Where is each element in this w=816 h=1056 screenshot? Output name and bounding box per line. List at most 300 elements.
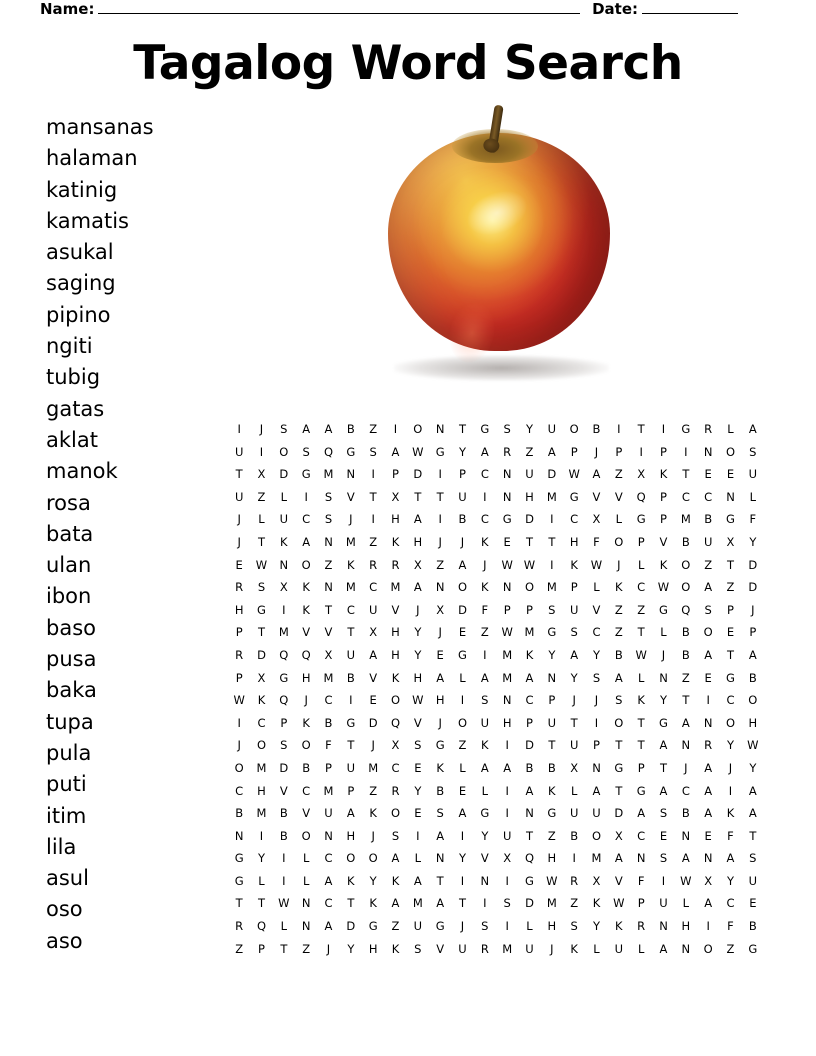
grid-cell[interactable]: I — [237, 422, 241, 436]
grid-cell[interactable]: J — [661, 647, 666, 662]
grid-cell[interactable]: Y — [369, 873, 377, 888]
grid-cell[interactable]: Q — [256, 919, 267, 934]
grid-cell[interactable]: H — [435, 693, 445, 708]
grid-cell[interactable]: W — [590, 557, 603, 572]
grid-cell[interactable]: W — [613, 896, 625, 911]
grid-cell[interactable]: A — [570, 647, 579, 662]
grid-cell[interactable]: M — [502, 670, 513, 685]
grid-cell[interactable]: V — [614, 489, 623, 504]
grid-cell[interactable]: S — [324, 489, 333, 504]
grid-cell[interactable]: A — [614, 851, 623, 866]
grid-cell[interactable]: I — [505, 783, 509, 798]
grid-cell[interactable]: E — [704, 670, 712, 685]
grid-cell[interactable]: C — [324, 896, 333, 911]
grid-cell[interactable]: P — [570, 580, 578, 595]
grid-cell[interactable]: L — [749, 489, 757, 504]
grid-cell[interactable]: P — [526, 715, 533, 730]
grid-cell[interactable]: P — [392, 467, 399, 482]
grid-cell[interactable]: H — [391, 625, 400, 640]
grid-cell[interactable]: V — [592, 489, 601, 504]
grid-cell[interactable]: Y — [414, 647, 422, 662]
grid-cell[interactable]: Q — [323, 444, 334, 459]
grid-cell[interactable]: D — [614, 806, 624, 821]
grid-cell[interactable]: Z — [570, 896, 579, 911]
grid-cell[interactable]: C — [324, 693, 333, 708]
grid-cell[interactable]: E — [726, 625, 735, 640]
grid-cell[interactable]: N — [547, 670, 557, 685]
grid-cell[interactable]: J — [684, 760, 688, 775]
grid-cell[interactable]: A — [525, 783, 534, 798]
grid-cell[interactable]: J — [572, 693, 576, 708]
grid-cell[interactable]: K — [302, 715, 310, 730]
grid-cell[interactable]: B — [704, 512, 713, 527]
grid-cell[interactable]: R — [704, 738, 713, 753]
grid-cell[interactable]: W — [501, 625, 513, 640]
grid-cell[interactable]: K — [369, 806, 377, 821]
grid-cell[interactable]: G — [435, 444, 445, 459]
grid-cell[interactable]: U — [346, 647, 356, 662]
grid-cell[interactable]: T — [637, 738, 645, 753]
grid-cell[interactable]: W — [501, 557, 513, 572]
grid-cell[interactable]: U — [547, 422, 557, 436]
grid-cell[interactable]: P — [548, 693, 556, 708]
grid-cell[interactable]: N — [502, 580, 512, 595]
grid-cell[interactable]: I — [282, 602, 286, 617]
grid-cell[interactable]: G — [480, 422, 490, 436]
word-search-grid[interactable] — [228, 418, 764, 960]
grid-cell[interactable]: O — [390, 693, 401, 708]
grid-cell[interactable]: L — [682, 896, 690, 911]
grid-cell[interactable]: U — [502, 828, 512, 843]
grid-cell[interactable]: J — [438, 534, 442, 549]
grid-cell[interactable]: A — [659, 783, 668, 798]
grid-cell[interactable]: H — [234, 602, 244, 617]
grid-cell[interactable]: J — [371, 828, 375, 843]
grid-cell[interactable]: C — [480, 512, 489, 527]
grid-cell[interactable]: A — [614, 670, 623, 685]
grid-cell[interactable]: V — [369, 670, 378, 685]
grid-cell[interactable]: G — [659, 602, 668, 617]
grid-cell[interactable]: N — [324, 580, 333, 595]
grid-cell[interactable]: D — [525, 738, 534, 753]
grid-cell[interactable]: N — [681, 738, 691, 753]
grid-cell[interactable]: Z — [369, 534, 378, 549]
grid-cell[interactable]: F — [481, 602, 489, 617]
grid-cell[interactable]: H — [301, 670, 311, 685]
grid-cell[interactable]: A — [503, 760, 512, 775]
grid-cell[interactable]: R — [570, 873, 579, 888]
grid-cell[interactable]: C — [257, 715, 266, 730]
grid-cell[interactable]: W — [233, 693, 245, 708]
grid-cell[interactable]: B — [570, 828, 579, 843]
grid-cell[interactable]: T — [682, 693, 690, 708]
grid-cell[interactable]: G — [435, 738, 445, 753]
grid-cell[interactable]: V — [279, 783, 288, 798]
grid-cell[interactable]: V — [302, 806, 311, 821]
grid-cell[interactable]: A — [480, 444, 489, 459]
grid-cell[interactable]: Y — [749, 534, 757, 549]
grid-cell[interactable]: U — [368, 602, 378, 617]
grid-cell[interactable]: E — [659, 828, 668, 843]
grid-cell[interactable]: U — [748, 467, 758, 482]
grid-cell[interactable]: D — [368, 715, 378, 730]
grid-cell[interactable]: L — [302, 873, 310, 888]
grid-cell[interactable]: O — [524, 580, 535, 595]
grid-cell[interactable]: B — [681, 625, 690, 640]
grid-cell[interactable]: I — [393, 422, 398, 436]
grid-cell[interactable]: B — [748, 670, 757, 685]
grid-cell[interactable]: M — [390, 580, 401, 595]
grid-cell[interactable]: U — [659, 896, 668, 911]
grid-cell[interactable]: Y — [458, 851, 466, 866]
grid-cell[interactable]: B — [279, 806, 288, 821]
grid-cell[interactable]: E — [749, 896, 757, 911]
grid-cell[interactable]: J — [237, 534, 241, 549]
grid-cell[interactable]: U — [592, 806, 601, 821]
grid-cell[interactable]: B — [525, 760, 534, 775]
grid-cell[interactable]: M — [546, 580, 557, 595]
grid-cell[interactable]: A — [302, 422, 311, 436]
grid-cell[interactable]: A — [592, 467, 601, 482]
grid-cell[interactable]: P — [615, 444, 623, 459]
grid-cell[interactable]: X — [413, 557, 422, 572]
grid-cell[interactable]: A — [302, 534, 311, 549]
grid-cell[interactable]: S — [391, 828, 400, 843]
grid-cell[interactable]: G — [234, 873, 244, 888]
grid-cell[interactable]: I — [505, 738, 509, 753]
grid-cell[interactable]: K — [391, 873, 400, 888]
grid-cell[interactable]: E — [458, 625, 467, 640]
grid-cell[interactable]: X — [503, 851, 512, 866]
grid-cell[interactable]: T — [436, 873, 444, 888]
grid-cell[interactable]: K — [391, 534, 400, 549]
grid-cell[interactable]: M — [256, 806, 267, 821]
grid-cell[interactable]: M — [345, 580, 356, 595]
grid-cell[interactable]: L — [637, 670, 645, 685]
grid-cell[interactable]: B — [346, 422, 355, 436]
grid-cell[interactable]: V — [391, 602, 400, 617]
grid-cell[interactable]: U — [346, 760, 356, 775]
grid-cell[interactable]: R — [503, 444, 512, 459]
grid-cell[interactable]: U — [569, 806, 579, 821]
grid-cell[interactable]: C — [302, 783, 311, 798]
grid-cell[interactable]: T — [235, 467, 243, 482]
grid-cell[interactable]: K — [637, 693, 645, 708]
grid-cell[interactable]: N — [301, 896, 311, 911]
grid-cell[interactable]: I — [438, 467, 442, 482]
grid-cell[interactable]: D — [413, 467, 423, 482]
grid-cell[interactable]: G — [346, 715, 356, 730]
grid-cell[interactable]: O — [301, 828, 311, 843]
grid-cell[interactable]: P — [526, 602, 533, 617]
grid-cell[interactable]: R — [235, 580, 244, 595]
grid-cell[interactable]: U — [234, 489, 244, 504]
grid-cell[interactable]: H — [748, 715, 758, 730]
grid-cell[interactable]: A — [391, 896, 400, 911]
grid-cell[interactable]: D — [257, 647, 266, 662]
grid-cell[interactable]: W — [546, 873, 558, 888]
grid-cell[interactable]: M — [546, 896, 557, 911]
grid-cell[interactable]: Q — [636, 489, 646, 504]
grid-cell[interactable]: K — [257, 693, 266, 708]
grid-cell[interactable]: S — [436, 806, 444, 821]
grid-cell[interactable]: J — [550, 941, 554, 956]
grid-cell[interactable]: K — [481, 738, 489, 753]
grid-cell[interactable]: X — [592, 873, 601, 888]
grid-cell[interactable]: I — [259, 828, 264, 843]
grid-cell[interactable]: S — [481, 693, 489, 708]
grid-cell[interactable]: N — [681, 828, 691, 843]
grid-cell[interactable]: Z — [369, 422, 378, 436]
grid-cell[interactable]: P — [459, 467, 466, 482]
grid-cell[interactable]: B — [681, 647, 690, 662]
grid-cell[interactable]: K — [615, 919, 623, 934]
grid-cell[interactable]: G — [636, 783, 646, 798]
grid-cell[interactable]: O — [390, 806, 401, 821]
grid-cell[interactable]: D — [748, 557, 758, 572]
grid-cell[interactable]: A — [704, 760, 713, 775]
grid-cell[interactable]: L — [414, 851, 422, 866]
grid-cell[interactable]: K — [659, 467, 668, 482]
grid-cell[interactable]: Y — [347, 941, 355, 956]
grid-cell[interactable]: O — [703, 625, 713, 640]
grid-cell[interactable]: I — [706, 919, 710, 934]
grid-cell[interactable]: N — [480, 873, 490, 888]
grid-cell[interactable]: I — [460, 828, 465, 843]
grid-cell[interactable]: X — [257, 670, 266, 685]
grid-cell[interactable]: U — [413, 919, 423, 934]
grid-cell[interactable]: F — [637, 873, 645, 888]
grid-cell[interactable]: J — [326, 941, 331, 956]
grid-cell[interactable]: M — [502, 647, 513, 662]
grid-cell[interactable]: Z — [391, 919, 400, 934]
grid-cell[interactable]: N — [324, 534, 333, 549]
grid-cell[interactable]: O — [368, 851, 378, 866]
grid-cell[interactable]: A — [637, 806, 646, 821]
grid-cell[interactable]: H — [368, 941, 378, 956]
grid-cell[interactable]: U — [525, 941, 534, 956]
grid-cell[interactable]: A — [324, 919, 333, 934]
grid-cell[interactable]: Z — [614, 467, 623, 482]
grid-cell[interactable]: C — [525, 693, 534, 708]
grid-cell[interactable]: H — [525, 489, 534, 504]
grid-cell[interactable]: U — [458, 941, 467, 956]
grid-cell[interactable]: L — [280, 489, 288, 504]
grid-cell[interactable]: N — [502, 467, 512, 482]
grid-cell[interactable]: H — [413, 534, 423, 549]
grid-cell[interactable]: B — [592, 422, 601, 436]
grid-cell[interactable]: Y — [414, 783, 422, 798]
grid-cell[interactable]: I — [550, 557, 554, 572]
grid-cell[interactable]: T — [659, 760, 667, 775]
grid-cell[interactable]: T — [257, 625, 265, 640]
grid-cell[interactable]: L — [637, 941, 645, 956]
grid-cell[interactable]: O — [591, 828, 602, 843]
grid-cell[interactable]: A — [704, 806, 713, 821]
grid-cell[interactable]: A — [391, 851, 400, 866]
grid-cell[interactable]: V — [592, 602, 601, 617]
grid-cell[interactable]: A — [726, 851, 735, 866]
grid-cell[interactable]: A — [704, 580, 713, 595]
grid-cell[interactable]: H — [413, 670, 423, 685]
grid-cell[interactable]: J — [438, 625, 442, 640]
grid-cell[interactable]: T — [257, 896, 265, 911]
grid-cell[interactable]: I — [349, 693, 353, 708]
grid-cell[interactable]: N — [636, 851, 646, 866]
grid-cell[interactable]: N — [346, 467, 356, 482]
grid-cell[interactable]: L — [526, 919, 533, 934]
grid-cell[interactable]: O — [725, 444, 736, 459]
grid-cell[interactable]: I — [661, 422, 666, 436]
grid-cell[interactable]: T — [726, 557, 734, 572]
grid-cell[interactable]: R — [235, 647, 244, 662]
grid-cell[interactable]: N — [703, 444, 713, 459]
grid-cell[interactable]: X — [637, 467, 646, 482]
grid-cell[interactable]: C — [480, 467, 489, 482]
grid-cell[interactable]: T — [458, 422, 466, 436]
grid-cell[interactable]: K — [347, 557, 355, 572]
grid-cell[interactable]: Y — [548, 647, 556, 662]
grid-cell[interactable]: C — [681, 783, 690, 798]
grid-cell[interactable]: G — [748, 941, 758, 956]
grid-cell[interactable]: S — [503, 422, 511, 436]
grid-cell[interactable]: Q — [681, 602, 691, 617]
grid-cell[interactable]: S — [659, 851, 668, 866]
grid-cell[interactable]: X — [614, 828, 623, 843]
grid-cell[interactable]: I — [505, 873, 509, 888]
grid-cell[interactable]: A — [413, 873, 422, 888]
grid-cell[interactable]: C — [346, 602, 355, 617]
grid-cell[interactable]: B — [681, 534, 690, 549]
grid-cell[interactable]: A — [748, 806, 757, 821]
grid-cell[interactable]: A — [391, 444, 400, 459]
grid-cell[interactable]: O — [457, 580, 468, 595]
grid-cell[interactable]: A — [547, 444, 556, 459]
grid-cell[interactable]: I — [639, 444, 643, 459]
grid-cell[interactable]: U — [569, 602, 579, 617]
grid-cell[interactable]: Z — [302, 941, 311, 956]
grid-cell[interactable]: S — [280, 738, 288, 753]
grid-cell[interactable]: Q — [390, 715, 401, 730]
grid-cell[interactable]: C — [391, 760, 400, 775]
grid-cell[interactable]: U — [547, 715, 557, 730]
grid-cell[interactable]: F — [593, 534, 600, 549]
grid-cell[interactable]: A — [324, 873, 333, 888]
grid-cell[interactable]: G — [726, 670, 735, 685]
grid-cell[interactable]: U — [458, 489, 467, 504]
grid-cell[interactable]: A — [436, 896, 445, 911]
grid-cell[interactable]: Y — [481, 828, 489, 843]
grid-cell[interactable]: P — [727, 602, 734, 617]
grid-cell[interactable]: W — [412, 444, 424, 459]
grid-cell[interactable]: P — [280, 715, 288, 730]
grid-cell[interactable]: V — [324, 625, 333, 640]
grid-cell[interactable]: A — [659, 941, 668, 956]
grid-cell[interactable]: U — [703, 534, 713, 549]
grid-cell[interactable]: Z — [614, 625, 623, 640]
grid-cell[interactable]: L — [459, 760, 466, 775]
grid-cell[interactable]: K — [548, 783, 556, 798]
grid-cell[interactable]: K — [570, 941, 578, 956]
grid-cell[interactable]: G — [547, 806, 557, 821]
grid-cell[interactable]: W — [680, 873, 692, 888]
grid-cell[interactable]: Y — [659, 693, 667, 708]
grid-cell[interactable]: A — [704, 783, 713, 798]
grid-cell[interactable]: I — [594, 715, 599, 730]
grid-cell[interactable]: L — [459, 670, 466, 685]
grid-cell[interactable]: B — [346, 670, 355, 685]
grid-cell[interactable]: Y — [458, 444, 466, 459]
grid-cell[interactable]: L — [280, 919, 288, 934]
grid-cell[interactable]: X — [436, 602, 445, 617]
grid-cell[interactable]: T — [615, 738, 623, 753]
grid-cell[interactable]: P — [660, 489, 667, 504]
grid-cell[interactable]: U — [569, 738, 579, 753]
grid-cell[interactable]: M — [323, 670, 334, 685]
grid-cell[interactable]: H — [502, 715, 512, 730]
grid-cell[interactable]: G — [726, 512, 735, 527]
grid-cell[interactable]: C — [369, 580, 378, 595]
grid-cell[interactable]: N — [502, 489, 512, 504]
grid-cell[interactable]: O — [457, 715, 468, 730]
grid-cell[interactable]: R — [637, 919, 646, 934]
grid-cell[interactable]: G — [346, 444, 356, 459]
grid-cell[interactable]: C — [726, 896, 735, 911]
grid-cell[interactable]: E — [503, 534, 511, 549]
grid-cell[interactable]: K — [726, 806, 735, 821]
grid-cell[interactable]: Y — [749, 760, 757, 775]
grid-cell[interactable]: R — [704, 422, 713, 436]
grid-cell[interactable]: Z — [637, 602, 646, 617]
grid-cell[interactable]: D — [748, 580, 758, 595]
grid-cell[interactable]: I — [438, 512, 442, 527]
grid-cell[interactable]: Z — [547, 828, 556, 843]
grid-cell[interactable]: I — [728, 783, 733, 798]
grid-cell[interactable]: N — [525, 806, 534, 821]
grid-cell[interactable]: J — [483, 557, 487, 572]
grid-cell[interactable]: T — [369, 489, 377, 504]
grid-cell[interactable]: P — [235, 625, 243, 640]
grid-cell[interactable]: T — [637, 422, 645, 436]
grid-cell[interactable]: U — [279, 512, 289, 527]
grid-cell[interactable]: S — [570, 919, 578, 934]
grid-cell[interactable]: S — [615, 693, 623, 708]
grid-cell[interactable]: A — [704, 647, 713, 662]
grid-cell[interactable]: Y — [414, 625, 422, 640]
grid-cell[interactable]: S — [659, 806, 668, 821]
grid-cell[interactable]: M — [323, 467, 334, 482]
grid-cell[interactable]: J — [349, 512, 353, 527]
grid-cell[interactable]: T — [324, 602, 332, 617]
grid-cell[interactable]: S — [592, 670, 601, 685]
grid-cell[interactable]: W — [635, 647, 647, 662]
grid-cell[interactable]: P — [570, 444, 578, 459]
grid-cell[interactable]: Q — [279, 647, 289, 662]
grid-cell[interactable]: N — [681, 941, 691, 956]
grid-cell[interactable]: L — [727, 422, 734, 436]
grid-cell[interactable]: Q — [301, 647, 311, 662]
grid-cell[interactable]: L — [593, 580, 600, 595]
grid-cell[interactable]: V — [614, 873, 623, 888]
grid-cell[interactable]: Z — [324, 557, 333, 572]
grid-cell[interactable]: O — [346, 851, 356, 866]
grid-cell[interactable]: S — [548, 602, 556, 617]
grid-cell[interactable]: U — [614, 941, 624, 956]
grid-cell[interactable]: V — [302, 625, 311, 640]
grid-cell[interactable]: N — [659, 670, 668, 685]
grid-cell[interactable]: T — [726, 647, 734, 662]
grid-cell[interactable]: A — [480, 670, 489, 685]
